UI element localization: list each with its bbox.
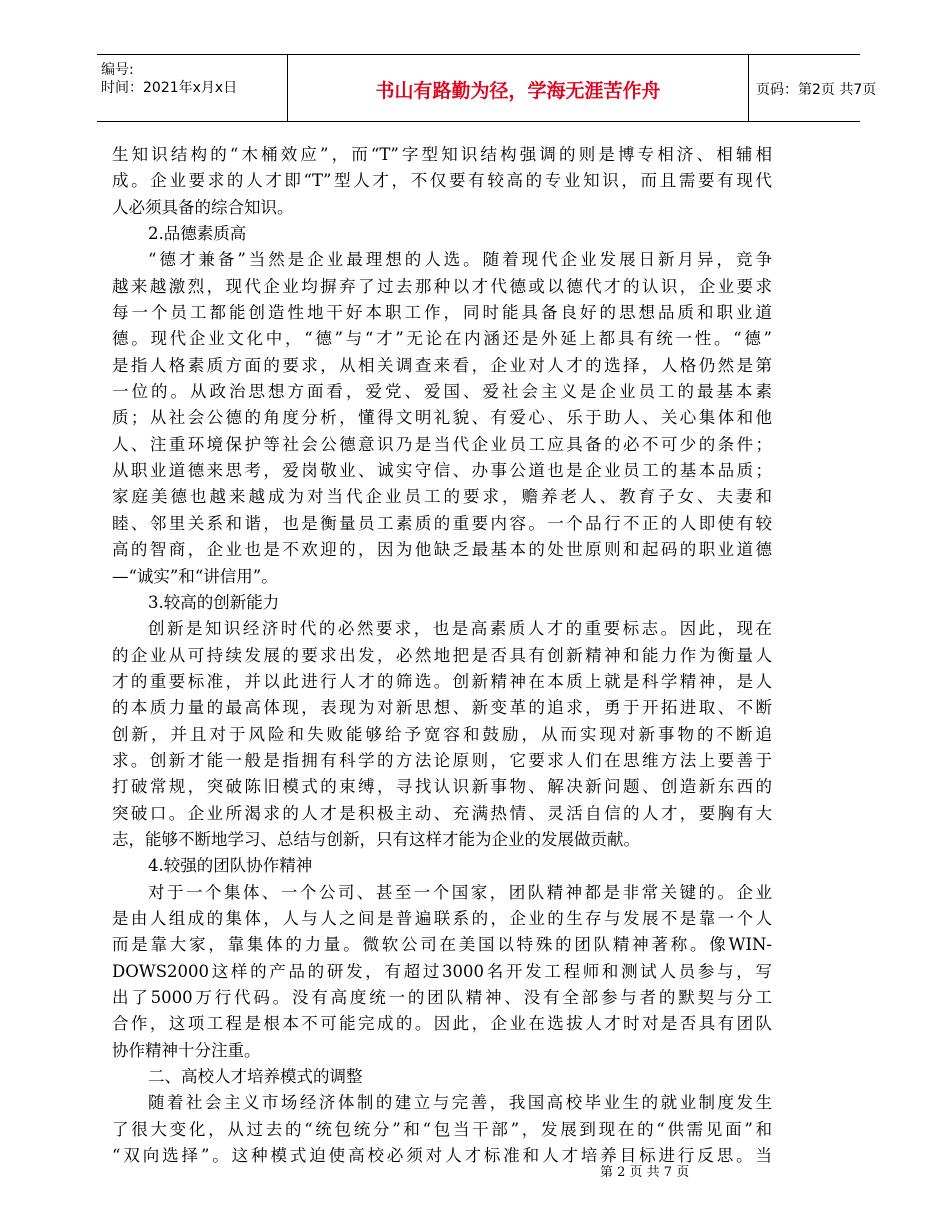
body-line: 质；从社会公德的角度分析，懂得文明礼貌、有爱心、乐于助人、关心集体和他 [112,408,772,428]
body-line: 而是靠大家，靠集体的力量。微软公司在美国以特殊的团队精神著称。像WIN- [112,935,772,955]
body-line: 对于一个集体、一个公司、甚至一个国家，团队精神都是非常关键的。企业 [148,882,772,902]
body-line: 求。创新才能一般是指拥有科学的方法论原则，它要求人们在思维方法上要善于 [112,750,772,770]
section-heading: 二、高校人才培养模式的调整 [148,1067,363,1087]
body-line: 随着社会主义市场经济体制的建立与完善，我国高校毕业生的就业制度发生 [148,1093,772,1113]
body-line: 出了5000万行代码。没有高度统一的团队精神、没有全部参与者的默契与分工 [112,988,772,1007]
header-motto: 书山有路勤为径，学海无涯苦作舟 [375,80,661,102]
body-line: 生知识结构的“木桶效应”，而“T”字型知识结构强调的则是博专相济、相辅相 [112,145,772,164]
body-line: 合作，这项工程是根本不可能完成的。因此，企业在选拔人才时对是否具有团队 [112,1014,772,1034]
header-motto-cell [287,55,749,121]
body-line: 打破常规，突破陈旧模式的束缚，寻找认识新事物、解决新问题、创造新东西的 [112,777,772,797]
body-line: DOWS2000这样的产品的研发，有超过3000名开发工程师和测试人员参与，写 [112,961,772,981]
section-heading: 2.品德素质高 [148,224,247,244]
section-heading: 3.较高的创新能力 [148,592,280,612]
header-table [97,54,877,122]
document-number-label: 编号: [101,62,134,78]
body-line: 高的智商，企业也是不欢迎的，因为他缺乏最基本的处世原则和起码的职业道德 [112,540,772,560]
body-line: 突破口。企业所渴求的人才是积极主动、充满热情、灵活自信的人才，要胸有大 [112,803,772,823]
body-line: “德才兼备”当然是企业最理想的人选。随着现代企业发展日新月异，竞争 [148,250,772,270]
body-line: 家庭美德也越来越成为对当代企业员工的要求，赡养老人、教育子女、夫妻和 [112,487,772,507]
body-line: 的本质力量的最高体现，表现为对新思想、新变革的追求，勇于开拓进取、不断 [112,698,772,718]
body-line: 从职业道德来思考，爱岗敬业、诚实守信、办事公道也是企业员工的基本品质； [112,461,772,481]
body-line: 是由人组成的集体，人与人之间是普遍联系的，企业的生存与发展不是靠一个人 [112,908,772,928]
page-footer: 第 2 页 共 7 页 [600,1165,690,1180]
body-line: 每一个员工都能创造性地干好本职工作，同时能具备良好的思想品质和职业道 [112,303,772,323]
document-time-label: 时间：2021年x月x日 [101,80,238,96]
body-line: 睦、邻里关系和谐，也是衡量员工素质的重要内容。一个品行不正的人即使有较 [112,513,772,533]
body-line: 协作精神十分注重。 [112,1040,261,1060]
header-page-cell [748,55,877,121]
body-line: 创新，并且对于风险和失败能够给予宽容和鼓励，从而实现对新事物的不断追 [112,724,772,744]
body-line: —“诚实”和“讲信用”。 [112,566,278,586]
body-line: 才的重要标准，并以此进行人才的筛选。创新精神在本质上就是科学精神，是人 [112,671,772,691]
body-line: 的企业从可持续发展的要求出发，必然地把是否具有创新精神和能力作为衡量人 [112,645,772,665]
section-heading: 4.较强的团队协作精神 [148,856,313,876]
body-line: 是指人格素质方面的要求，从相关调查来看，企业对人才的选择，人格仍然是第 [112,355,772,375]
body-line: 一位的。从政治思想方面看，爱党、爱国、爱社会主义是企业员工的最基本素 [112,382,772,402]
body-line: 越来越激烈，现代企业均摒弃了过去那种以才代德或以德代才的认识，企业要求 [112,276,772,296]
body-line: 德。现代企业文化中，“德”与“才”无论在内涵还是外延上都具有统一性。“德” [112,329,772,349]
body-line: 了很大变化，从过去的“统包统分”和“包当干部”，发展到现在的“供需见面”和 [112,1119,772,1139]
body-line: 人必须具备的综合知识。 [112,197,294,217]
header-page-code: 页码：第2页 共7页 [756,82,877,98]
body-line: “双向选择”。这种模式迫使高校必须对人才标准和人才培养目标进行反思。当 [112,1146,772,1166]
body-line: 志，能够不断地学习、总结与创新，只有这样才能为企业的发展做贡献。 [112,829,640,849]
header-info-cell [97,55,287,121]
document-body [112,142,772,1169]
body-line: 成。企业要求的人才即“T”型人才，不仅要有较高的专业知识，而且需要有现代 [112,171,772,191]
body-line: 人、注重环境保护等社会公德意识乃是当代企业员工应具备的必不可少的条件； [112,434,772,454]
body-line: 创新是知识经济时代的必然要求，也是高素质人才的重要标志。因此，现在 [148,619,772,639]
